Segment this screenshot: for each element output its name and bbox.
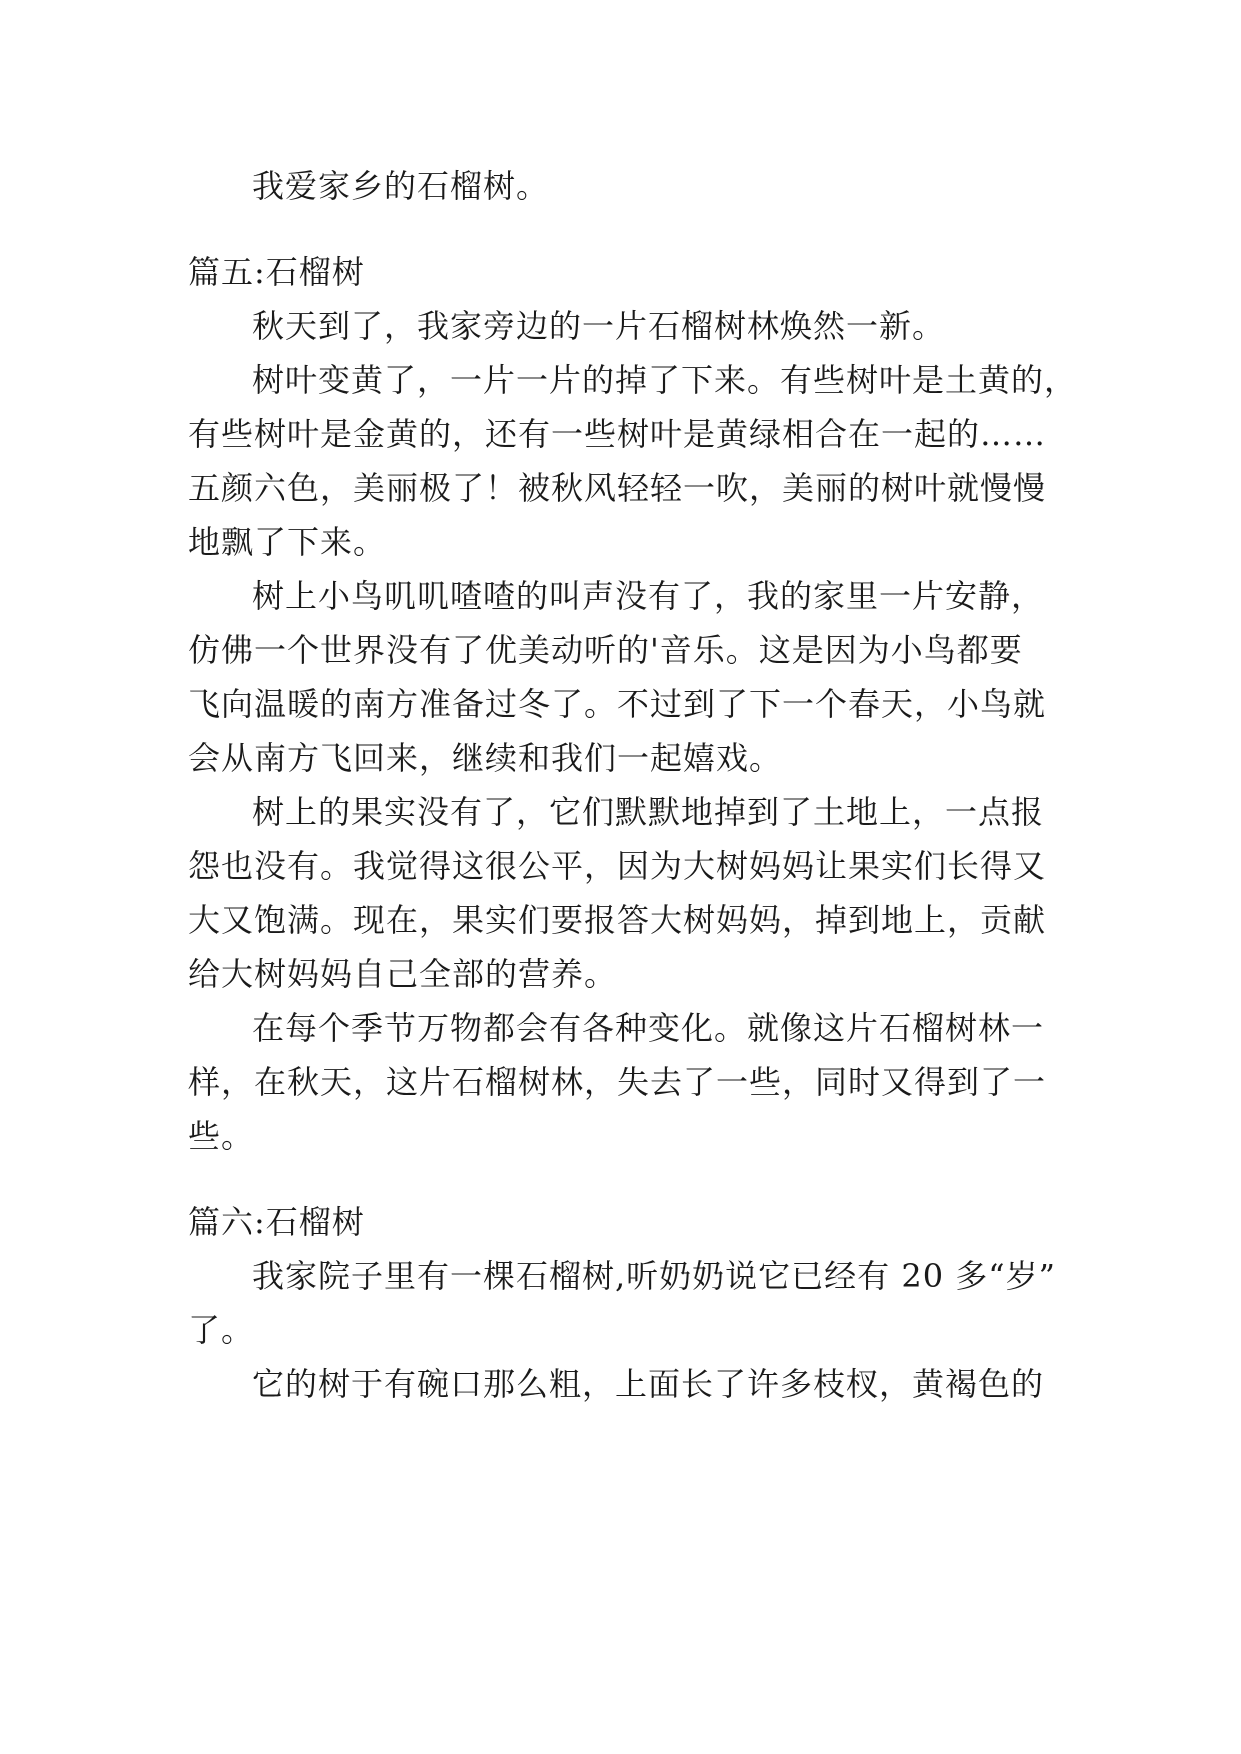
section-heading: 篇五:石榴树: [188, 253, 365, 291]
paragraph-line: 地飘了下来。: [188, 523, 387, 561]
paragraph-line: 它的树于有碗口那么粗，上面长了许多枝杈，黄褐色的: [252, 1365, 1045, 1403]
paragraph-line: 有些树叶是金黄的，还有一些树叶是黄绿相合在一起的……: [188, 415, 1047, 453]
paragraph-line: 五颜六色，美丽极了！被秋风轻轻一吹，美丽的树叶就慢慢: [188, 469, 1047, 507]
paragraph-line: 我家院子里有一棵石榴树,听奶奶说它已经有 20 多“岁”: [252, 1257, 1056, 1295]
paragraph-line: 飞向温暖的南方准备过冬了。不过到了下一个春天，小鸟就: [188, 685, 1047, 723]
paragraph-line: 了。: [188, 1311, 255, 1349]
paragraph-line: 怨也没有。我觉得这很公平，因为大树妈妈让果实们长得又: [188, 847, 1047, 885]
paragraph-line: 秋天到了，我家旁边的一片石榴树林焕然一新。: [252, 307, 946, 345]
paragraph-line: 在每个季节万物都会有各种变化。就像这片石榴树林一: [252, 1009, 1045, 1047]
paragraph-line: 样，在秋天，这片石榴树林，失去了一些，同时又得到了一: [188, 1063, 1047, 1101]
paragraph-line: 仿佛一个世界没有了优美动听的'音乐。这是因为小鸟都要: [188, 631, 1023, 669]
paragraph-line: 会从南方飞回来，继续和我们一起嬉戏。: [188, 739, 783, 777]
paragraph-line: 给大树妈妈自己全部的营养。: [188, 955, 618, 993]
paragraph-line: 我爱家乡的石榴树。: [252, 167, 550, 205]
paragraph-line: 大又饱满。现在，果实们要报答大树妈妈，掉到地上，贡献: [188, 901, 1047, 939]
paragraph-line: 树上小鸟叽叽喳喳的叫声没有了，我的家里一片安静，: [252, 577, 1045, 615]
paragraph-line: 些。: [188, 1117, 255, 1155]
section-heading: 篇六:石榴树: [188, 1203, 365, 1241]
paragraph-line: 树叶变黄了，一片一片的掉了下来。有些树叶是土黄的，: [252, 361, 1078, 399]
paragraph-line: 树上的果实没有了，它们默默地掉到了土地上，一点报: [252, 793, 1045, 831]
